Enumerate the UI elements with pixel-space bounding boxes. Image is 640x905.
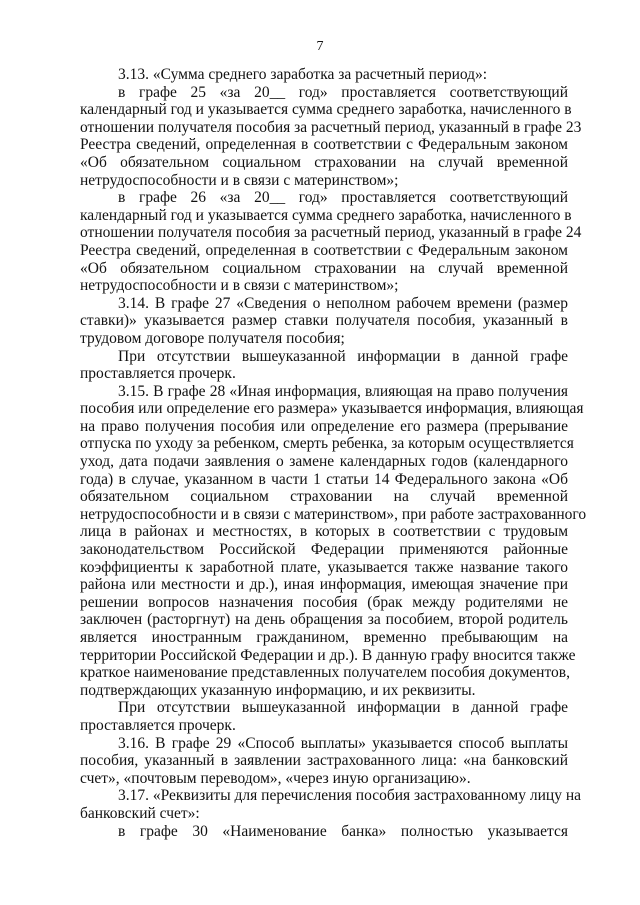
text-line: законодательством Российской Федерации применяются районные	[80, 541, 568, 559]
text-line: нетрудоспособности и в связи с материнством», при работе застрахованного	[80, 505, 587, 523]
page-number: 7	[316, 39, 324, 54]
text-line: заключен (расторгнут) на день обращения за пособием, второй родитель	[80, 611, 568, 629]
text-line: года) в случае, указанном в части 1 статьи 14 Федерального закона «Об	[80, 470, 568, 488]
text-line: «Об обязательном социальном страховании на случай временной	[80, 259, 568, 277]
text-line: 3.14. В графе 27 «Сведения о неполном рабочем времени (размер	[118, 294, 568, 312]
text-line: 3.16. В графе 29 «Способ выплаты» указывается способ выплаты	[118, 734, 568, 752]
text-line: в графе 26 «за 20__ год» проставляется соответствующий	[118, 189, 568, 207]
text-line: в графе 25 «за 20__ год» проставляется соответствующий	[118, 83, 568, 101]
text-line: лица в районах и местностях, в которых в соответствии с трудовым	[80, 523, 568, 541]
text-line: При отсутствии вышеуказанной информации в данной графе	[118, 347, 568, 365]
text-line: счет», «почтовым переводом», «через иную организацию».	[80, 769, 471, 787]
text-line: обязательном социальном страховании на случай временной	[80, 488, 568, 506]
text-line: нетрудоспособности и в связи с материнством»;	[80, 277, 399, 295]
text-line: в графе 30 «Наименование банка» полностью указывается	[118, 822, 568, 840]
text-line: При отсутствии вышеуказанной информации в данной графе	[118, 699, 568, 717]
text-line: календарный год и указывается сумма среднего заработка, начисленного в	[80, 206, 572, 224]
text-line: «Об обязательном социальном страховании на случай временной	[80, 153, 568, 171]
text-line: календарный год и указывается сумма среднего заработка, начисленного в	[80, 101, 572, 119]
text-line: является иностранным гражданином, временно пребывающим на	[80, 629, 568, 646]
text-line: отпуска по уходу за ребенком, смерть ребенка, за которым осуществляется	[80, 435, 574, 453]
text-line: 3.13. «Сумма среднего заработка за расчетный период»:	[118, 66, 488, 83]
document-body	[80, 66, 587, 840]
text-line: района или местности и др.), иная информация, имеющая значение при	[80, 576, 568, 594]
text-line: отношении получателя пособия за расчетный период, указанный в графе 23	[80, 118, 582, 136]
text-line: Реестра сведений, определенная в соответствии с Федеральным законом	[80, 136, 568, 154]
text-line: Реестра сведений, определенная в соответствии с Федеральным законом	[80, 241, 568, 259]
text-line: пособия или определение его размера» указывается информация, влияющая	[80, 400, 584, 418]
text-line: коэффициенты к заработной плате, указывается также название такого	[80, 558, 568, 576]
text-line: 3.17. «Реквизиты для перечисления пособия застрахованному лицу на	[118, 787, 581, 805]
text-line: подтверждающих указанную информацию, и их реквизиты.	[80, 681, 476, 699]
text-line: банковский счет»:	[80, 804, 200, 822]
text-line: проставляется прочерк.	[80, 716, 236, 734]
text-line: на право получения пособия или определение его размера (прерывание	[80, 417, 568, 435]
text-line: трудовом договоре получателя пособия;	[80, 329, 345, 347]
text-line: решении вопросов назначения пособия (брак между родителями не	[80, 593, 568, 611]
text-line: нетрудоспособности и в связи с материнством»;	[80, 171, 399, 189]
text-line: территории Российской Федерации и др.). В данную графу вносится также	[80, 646, 576, 664]
text-line: отношении получателя пособия за расчетный период, указанный в графе 24	[80, 224, 582, 242]
text-line: краткое наименование представленных получателем пособия документов,	[80, 664, 570, 682]
text-line: пособия, указанный в заявлении застрахованного лица: «на банковский	[80, 752, 568, 770]
text-line: уход, дата подачи заявления о замене календарных годов (календарного	[80, 453, 568, 471]
text-line: 3.15. В графе 28 «Иная информация, влияющая на право получения	[118, 382, 568, 400]
text-line: ставки)» указывается размер ставки получателя пособия, указанный в	[80, 312, 568, 330]
text-line: проставляется прочерк.	[80, 365, 236, 383]
